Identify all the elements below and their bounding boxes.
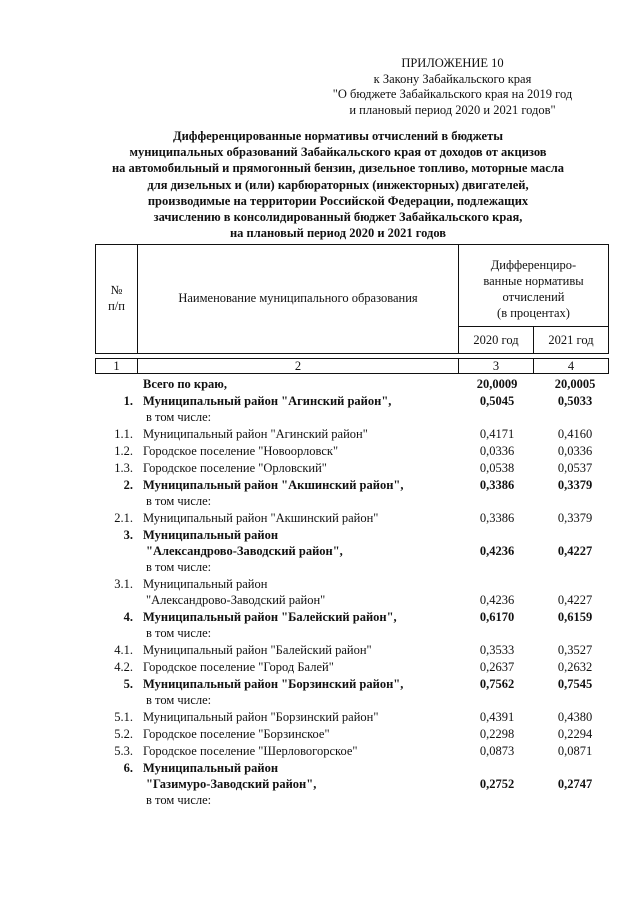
row-name <box>143 659 463 675</box>
colnum-3: 3 <box>492 359 500 373</box>
row-name-line: Муниципальный район <box>143 528 279 542</box>
row-value-2020: 20,0009 <box>476 377 518 391</box>
row-name-line: Муниципальный район "Агинский район", <box>143 394 392 408</box>
row-name-line: Всего по краю, <box>143 377 227 391</box>
row-name <box>143 609 463 641</box>
title-line-3: на автомобильный и прямогонный бензин, дизельное топливо, моторные масла <box>111 161 565 176</box>
row-name <box>143 376 463 392</box>
row-name <box>143 726 463 742</box>
row-value-2021: 0,4160 <box>557 427 593 441</box>
row-name-line: Городское поселение "Шерловогорское" <box>143 744 358 758</box>
row-name-line: Муниципальный район "Борзинский район", <box>143 677 404 691</box>
row-value-2020: 0,3386 <box>479 511 515 525</box>
row-name <box>143 709 463 725</box>
row-number: 1.1. <box>114 427 133 441</box>
row-value-2021: 0,7545 <box>557 677 593 691</box>
row-name <box>143 743 463 759</box>
row-value-2021: 0,0871 <box>557 744 593 758</box>
row-number: 3.1. <box>114 577 133 591</box>
row-subnote: в том числе: <box>146 693 212 707</box>
row-value-2021: 0,3527 <box>557 643 593 657</box>
header-norm-line-2: ванные нормативы <box>483 274 584 288</box>
title-line-5: производимые на территории Российской Федерации, подлежащих <box>147 193 529 208</box>
row-name <box>143 676 463 708</box>
row-name-line: "Александрово-Заводский район" <box>146 593 326 607</box>
row-number: 1.2. <box>114 444 133 458</box>
row-name <box>143 443 463 459</box>
row-subnote: в том числе: <box>146 793 212 807</box>
colnum-1: 1 <box>113 359 120 373</box>
row-number: 2. <box>123 478 133 492</box>
row-number: 4. <box>123 610 133 624</box>
row-value-2020: 0,3533 <box>479 643 515 657</box>
row-name <box>143 510 463 526</box>
row-name-line: Муниципальный район "Балейский район", <box>143 610 397 624</box>
row-name-line: Муниципальный район "Балейский район" <box>143 643 372 657</box>
row-value-2020: 0,0873 <box>479 744 515 758</box>
row-name <box>143 460 463 476</box>
title-line-4: для дизельных и (или) карбюраторных (инжекторных) двигателей, <box>147 177 529 192</box>
row-number: 6. <box>123 761 133 775</box>
row-value-2021: 0,0537 <box>557 461 593 475</box>
appendix-line-1: ПРИЛОЖЕНИЕ 10 <box>401 56 504 70</box>
row-name-line: Городское поселение "Город Балей" <box>143 660 334 674</box>
header-norm-line-1: Дифференциро- <box>490 258 577 272</box>
title-line-7: на плановый период 2020 и 2021 годов <box>229 226 447 241</box>
title-line-2: муниципальных образований Забайкальского края от доходов от акцизов <box>129 145 547 160</box>
appendix-line-3: "О бюджете Забайкальского края на 2019 год <box>332 87 573 101</box>
row-name-line: Муниципальный район "Акшинский район", <box>143 478 404 492</box>
row-value-2020: 0,5045 <box>479 394 515 408</box>
row-value-2020: 0,0538 <box>479 461 515 475</box>
row-value-2021: 0,3379 <box>557 478 593 492</box>
row-number: 5.3. <box>114 744 133 758</box>
row-name-line: Муниципальный район "Борзинский район" <box>143 710 379 724</box>
row-value-2021: 0,4227 <box>557 593 593 607</box>
row-name-line: Муниципальный район "Агинский район" <box>143 427 368 441</box>
row-value-2021: 0,5033 <box>557 394 593 408</box>
row-name <box>143 477 463 509</box>
colnum-2: 2 <box>294 359 302 373</box>
row-value-2020: 0,2752 <box>479 777 515 791</box>
title-line-6: зачислению в консолидированный бюджет Забайкальского края, <box>153 210 523 225</box>
row-value-2021: 0,2747 <box>557 777 593 791</box>
row-subnote: в том числе: <box>146 494 212 508</box>
row-value-2020: 0,3386 <box>479 478 515 492</box>
row-value-2020: 0,4391 <box>479 710 515 724</box>
row-value-2020: 0,2298 <box>479 727 515 741</box>
header-norm-line-3: отчислений <box>502 290 565 304</box>
row-value-2020: 0,4236 <box>479 544 515 558</box>
row-value-2021: 0,2632 <box>557 660 593 674</box>
header-name: Наименование муниципального образования <box>178 291 418 305</box>
row-value-2021: 0,3379 <box>557 511 593 525</box>
row-value-2021: 0,0336 <box>557 444 593 458</box>
row-number: 1.3. <box>114 461 133 475</box>
row-number: 5. <box>123 677 133 691</box>
row-number: 1. <box>123 394 133 408</box>
header-num-line-1: № <box>110 283 123 297</box>
title-line-1: Дифференцированные нормативы отчислений в бюджеты <box>173 129 503 143</box>
row-name <box>143 576 463 608</box>
row-value-2021: 0,6159 <box>557 610 593 624</box>
appendix-line-2: к Закону Забайкальского края <box>373 71 532 86</box>
row-number: 3. <box>123 528 133 542</box>
header-norm-line-4: (в процентах) <box>497 306 570 320</box>
row-value-2020: 0,6170 <box>479 610 515 624</box>
row-value-2021: 0,4227 <box>557 544 593 558</box>
row-number: 4.1. <box>114 643 133 657</box>
row-name-line: Городское поселение "Орловский" <box>143 461 327 475</box>
header-year-2021: 2021 год <box>548 333 594 347</box>
row-value-2020: 0,7562 <box>479 677 515 691</box>
row-name <box>143 426 463 442</box>
row-name <box>143 760 463 808</box>
row-subnote: в том числе: <box>146 410 212 424</box>
row-name-line: Городское поселение "Новоорловск" <box>143 444 339 458</box>
row-subnote: в том числе: <box>146 626 212 640</box>
row-name <box>143 393 463 425</box>
row-value-2020: 0,4171 <box>479 427 515 441</box>
row-value-2021: 20,0005 <box>554 377 596 391</box>
row-value-2020: 0,2637 <box>479 660 515 674</box>
row-name-line: "Александрово-Заводский район", <box>146 544 343 558</box>
row-subnote: в том числе: <box>146 560 212 574</box>
row-value-2021: 0,2294 <box>557 727 593 741</box>
row-number: 5.2. <box>114 727 133 741</box>
row-name-line: Городское поселение "Борзинское" <box>143 727 330 741</box>
row-number: 2.1. <box>114 511 133 525</box>
appendix-line-4: и плановый период 2020 и 2021 годов" <box>349 102 556 117</box>
row-number: 5.1. <box>114 710 133 724</box>
row-number: 4.2. <box>114 660 133 674</box>
row-name <box>143 527 463 575</box>
row-name <box>143 642 463 658</box>
row-name-line: Муниципальный район <box>143 761 279 775</box>
row-value-2020: 0,0336 <box>479 444 515 458</box>
row-name-line: Муниципальный район <box>143 577 268 591</box>
header-year-2020: 2020 год <box>473 333 519 347</box>
row-name-line: "Газимуро-Заводский район", <box>146 777 317 791</box>
row-value-2021: 0,4380 <box>557 710 593 724</box>
row-value-2020: 0,4236 <box>479 593 515 607</box>
colnum-4: 4 <box>567 359 575 373</box>
header-num-line-2: п/п <box>108 299 125 313</box>
row-name-line: Муниципальный район "Акшинский район" <box>143 511 379 525</box>
